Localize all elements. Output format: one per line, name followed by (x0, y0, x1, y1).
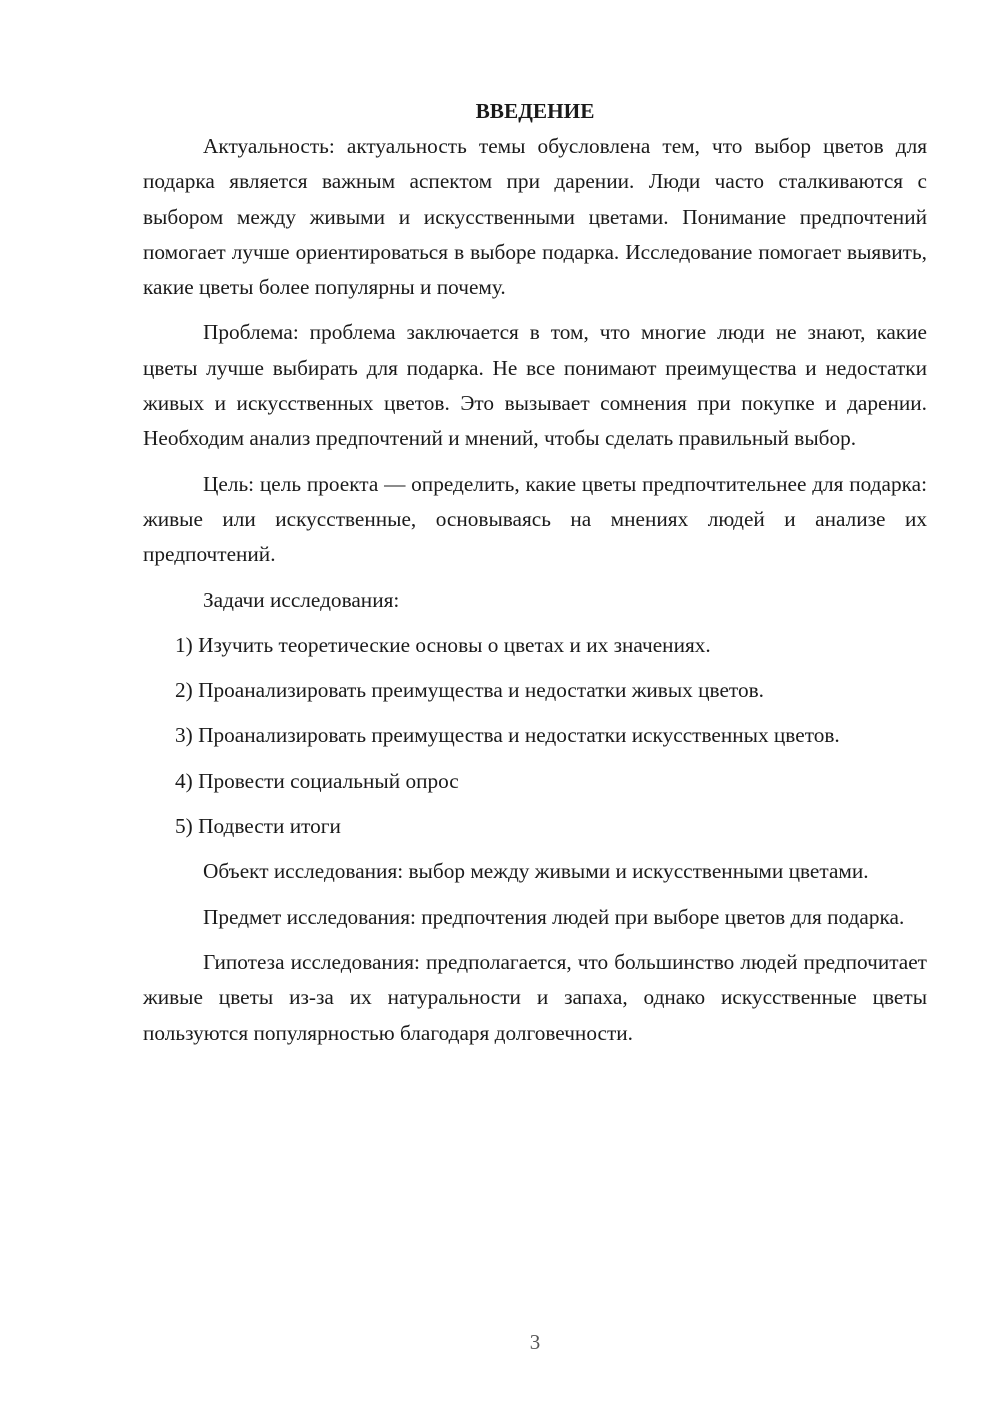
task-item-4: 4) Провести социальный опрос (175, 768, 459, 793)
document-page (143, 94, 927, 1061)
page-number: 3 (529, 1330, 541, 1354)
paragraph-goal: Цель: цель проекта — определить, какие цветы предпочтительнее для подарка: живые или искусственные, основываясь на мнениях людей и анализе их предпочтений. (143, 471, 927, 567)
paragraph-relevance: Актуальность: актуальность темы обусловлена тем, что выбор цветов для подарка является важным аспектом при дарении. Люди часто сталкиваются с выбором между живыми и искусственными цветами. Понимание предпочтений помогает лучше ориентироваться в выборе подарка. Исследование помогает выявить, какие цветы более популярны и почему. (143, 134, 927, 300)
section-heading: ВВЕДЕНИЕ (475, 99, 595, 123)
paragraph-hypothesis: Гипотеза исследования: предполагается, что большинство людей предпочитает живые цветы из-за их натуральности и запаха, однако искусственные цветы пользуются популярностью благодаря долговечности. (143, 949, 927, 1045)
paragraph-problem: Проблема: проблема заключается в том, что многие люди не знают, какие цветы лучше выбирать для подарка. Не все понимают преимущества и недостатки живых и искусственных цветов. Это вызывает сомнения при покупке и дарении. Необходим анализ предпочтений и мнений, чтобы сделать правильный выбор. (143, 320, 927, 451)
task-item-3: 3) Проанализировать преимущества и недостатки искусственных цветов. (175, 723, 840, 748)
task-item-2: 2) Проанализировать преимущества и недостатки живых цветов. (175, 678, 764, 703)
tasks-label: Задачи исследования: (203, 587, 400, 612)
task-item-5: 5) Подвести итоги (175, 814, 341, 839)
paragraph-subject: Предмет исследования: предпочтения людей при выборе цветов для подарка. (203, 904, 905, 929)
task-item-1: 1) Изучить теоретические основы о цветах и их значениях. (175, 632, 711, 657)
paragraph-object: Объект исследования: выбор между живыми и искусственными цветами. (203, 859, 869, 884)
